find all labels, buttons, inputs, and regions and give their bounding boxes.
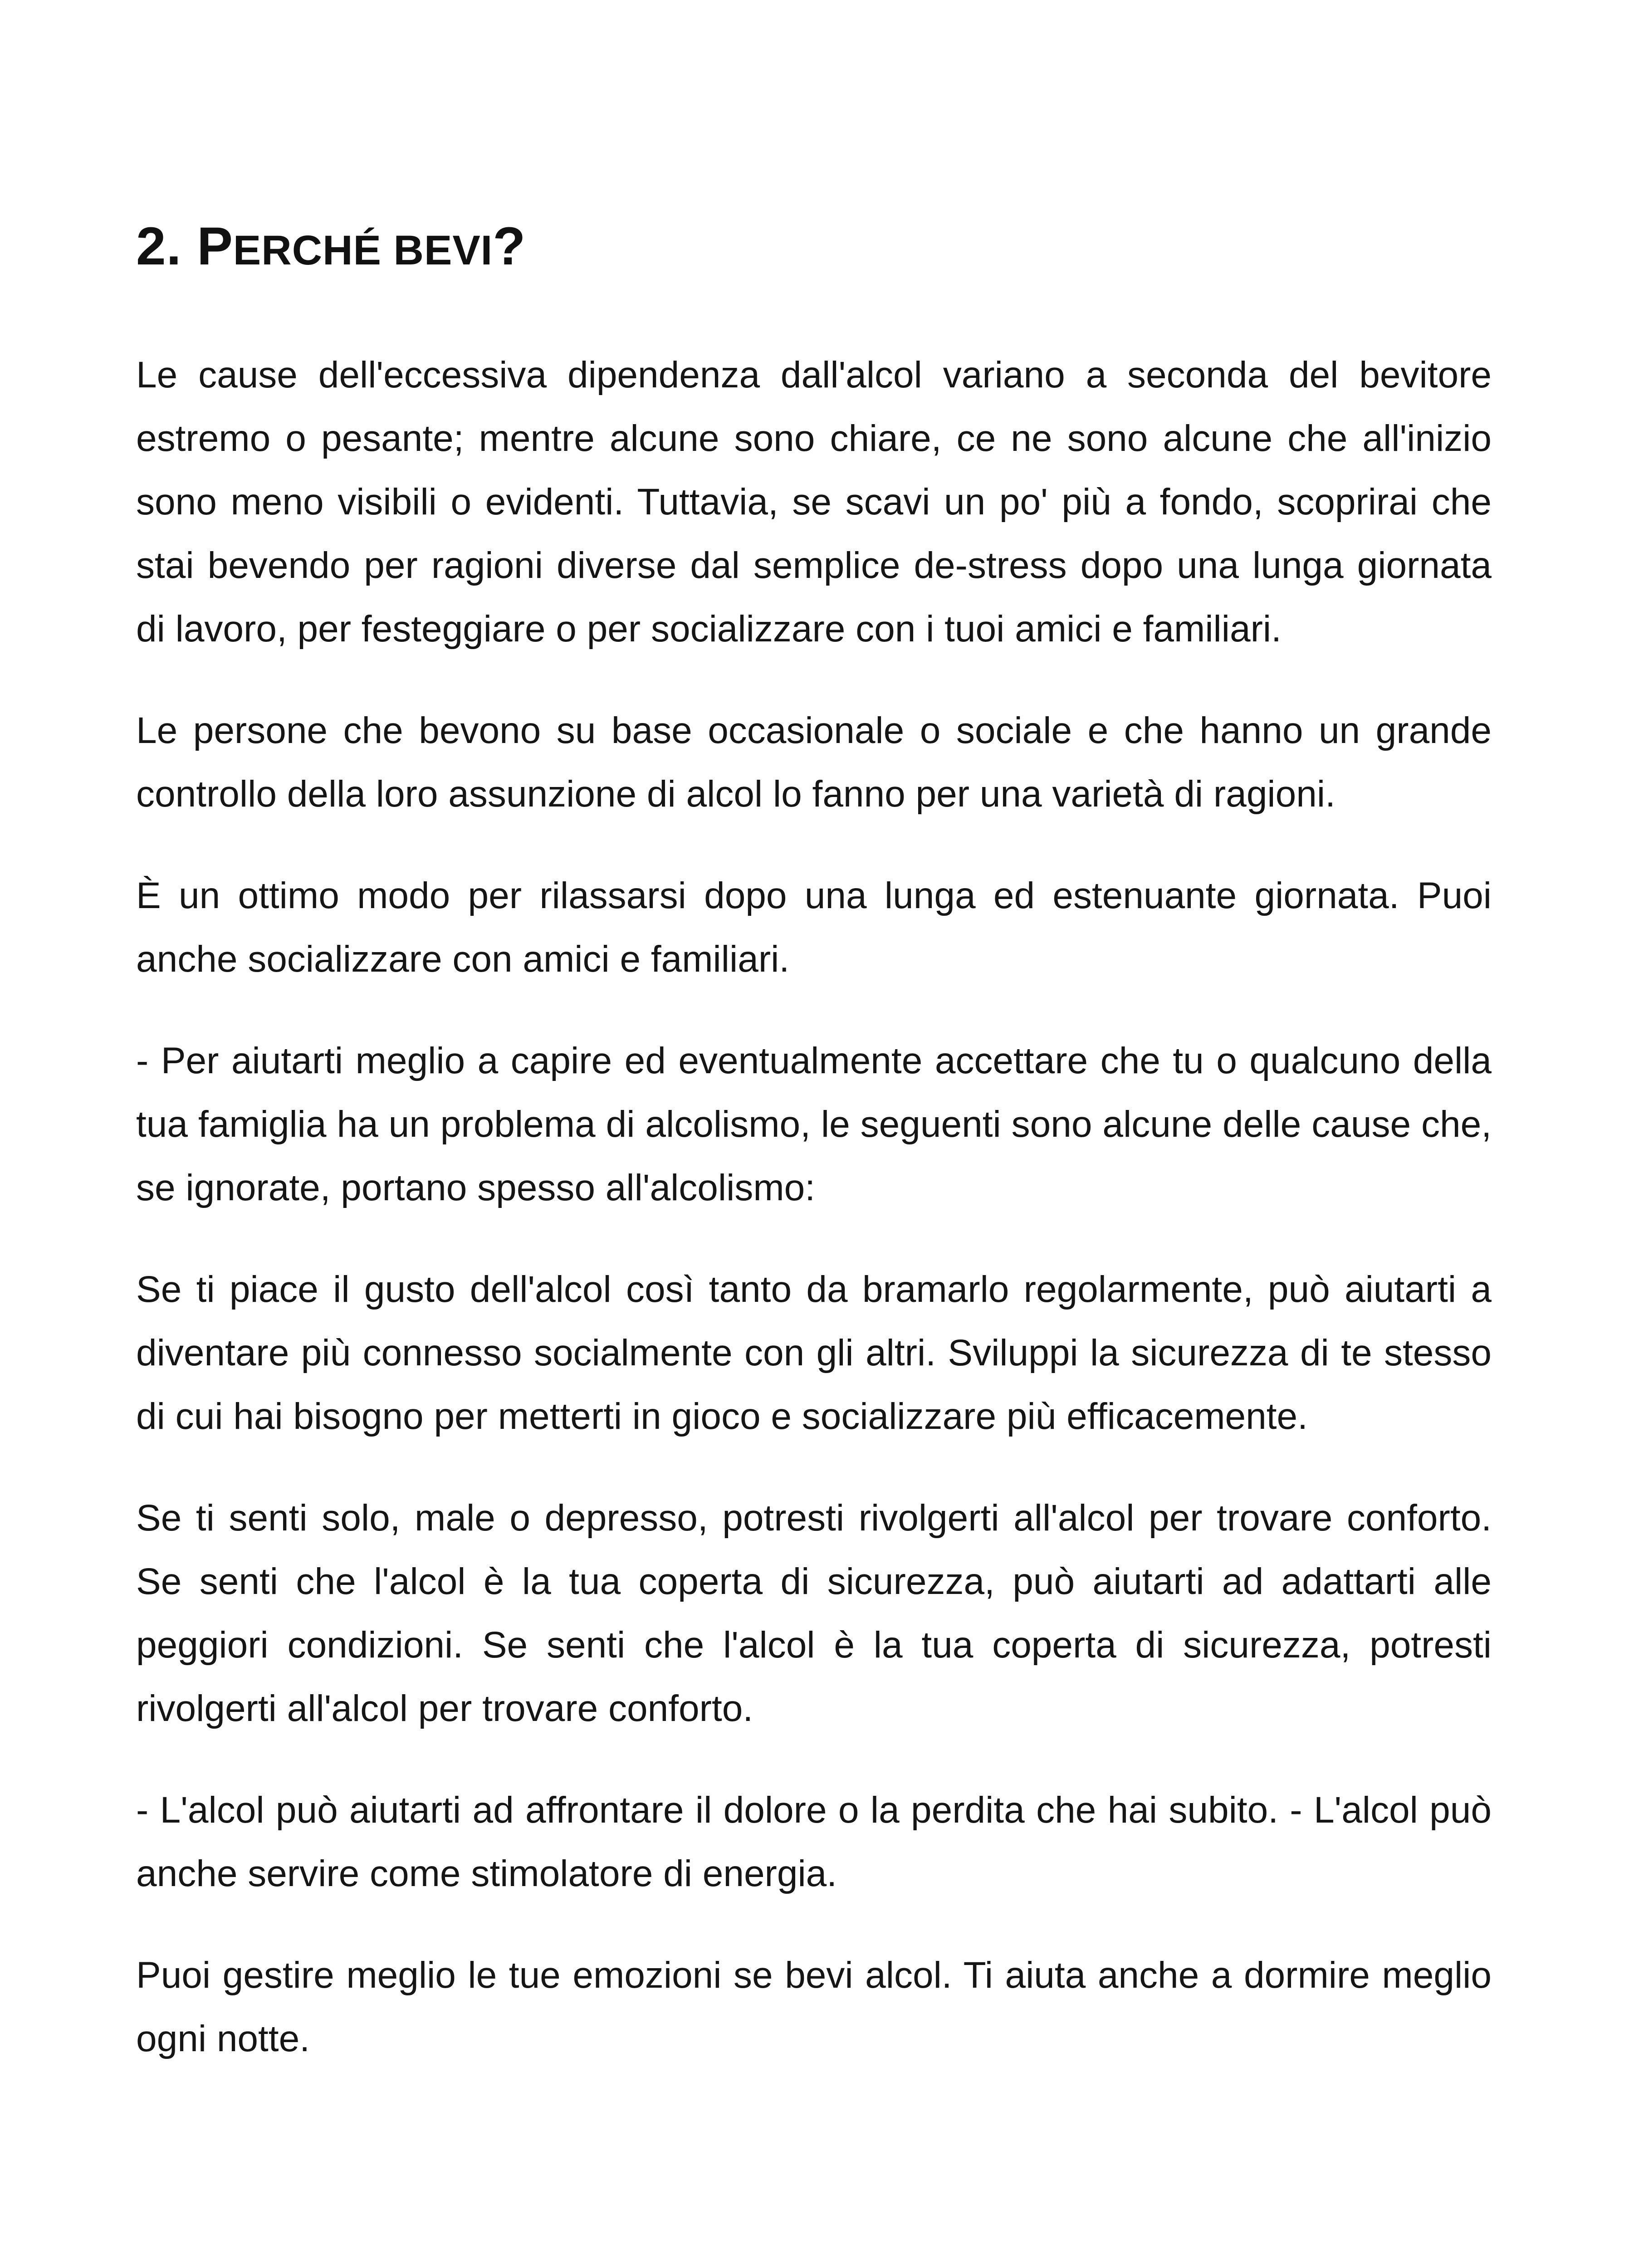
chapter-title: [136, 212, 1492, 284]
paragraph-5: Se ti piace il gusto dell'alcol così tanto da bramarlo regolarmente, può aiutarti a diventare più connesso socialmente con gli altri. Sviluppi la sicurezza di te stesso di cui hai bisogno per metterti in gioco e socializzare più efficacemente.: [136, 1269, 1492, 1437]
page-content: [136, 212, 1492, 2109]
chapter-title-smallcaps: ERCHÉ BEVI: [233, 227, 493, 274]
paragraph-3: È un ottimo modo per rilassarsi dopo una lunga ed estenuante giornata. Puoi anche socializzare con amici e familiari.: [136, 875, 1492, 980]
paragraph-6: Se ti senti solo, male o depresso, potresti rivolgerti all'alcol per trovare conforto. Se senti che l'alcol è la tua coperta di sicurezza, può aiutarti ad adattarti alle peggiori condizioni. Se senti che l'alcol è la tua coperta di sicurezza, potresti rivolgerti all'alcol per trovare conforto.: [136, 1497, 1492, 1729]
chapter-title-end: ?: [493, 216, 526, 276]
paragraph-8: Puoi gestire meglio le tue emozioni se bevi alcol. Ti aiuta anche a dormire meglio ogni notte.: [136, 1955, 1492, 2059]
paragraph-7: - L'alcol può aiutarti ad affrontare il dolore o la perdita che hai subito. - L'alcol può anche servire come stimolatore di energia.: [136, 1789, 1492, 1894]
chapter-title-number: 2. P: [136, 216, 233, 276]
paragraph-1: Le cause dell'eccessiva dipendenza dall'alcol variano a seconda del bevitore estremo o pesante; mentre alcune sono chiare, ce ne sono alcune che all'inizio sono meno visibili o evidenti. Tuttavia, se scavi un po' più a fondo, scoprirai che stai bevendo per ragioni diverse dal semplice de-stress dopo una lunga giornata di lavoro, per festeggiare o per socializzare con i tuoi amici e familiari.: [136, 354, 1492, 650]
paragraph-2: Le persone che bevono su base occasionale o sociale e che hanno un grande controllo della loro assunzione di alcol lo fanno per una varietà di ragioni.: [136, 710, 1492, 815]
paragraph-4: - Per aiutarti meglio a capire ed eventualmente accettare che tu o qualcuno della tua famiglia ha un problema di alcolismo, le seguenti sono alcune delle cause che, se ignorate, portano spesso all'alcolismo:: [136, 1040, 1492, 1208]
